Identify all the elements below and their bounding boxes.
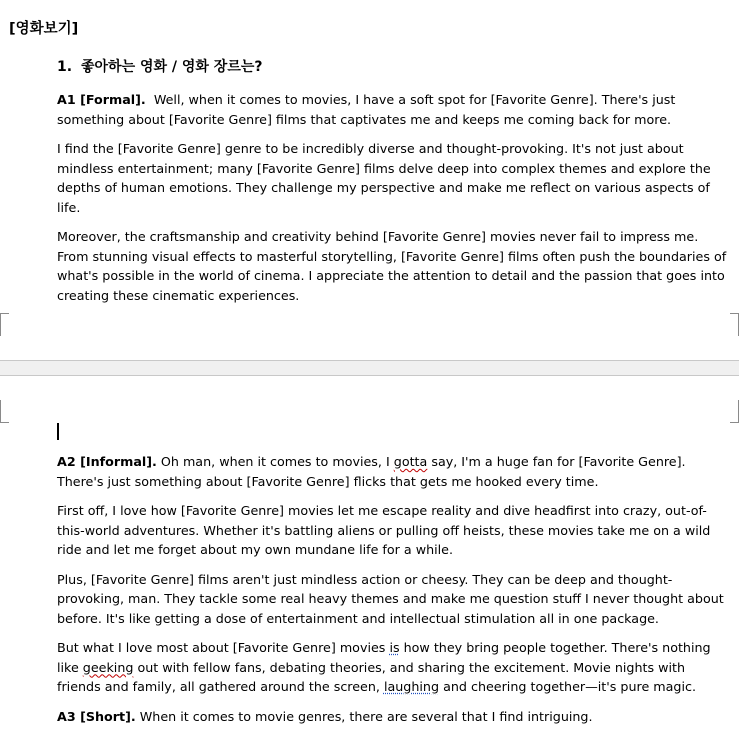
grammar-mark-is[interactable]: is — [389, 640, 400, 655]
margin-corner-mark — [0, 313, 9, 336]
section-title: [영화보기] — [9, 21, 79, 37]
a2-label: A2 [Informal]. — [57, 454, 157, 469]
margin-corner-mark — [0, 400, 9, 423]
a2-text-2: say, I'm a huge fan for [Favorite Genre]. There's just something about [Favorite Genre] flicks that gets me hooked every time. — [57, 454, 686, 489]
a2-paragraph-3[interactable]: Plus, [Favorite Genre] films aren't just mindless action or cheesy. They can be deep and thought-provoking, man. They tackle some real heavy themes and make me question stuff I never thought about before. It's like getting a dose of entertainment and intellectual stimulation all in one package. — [57, 571, 724, 626]
text-cursor — [57, 423, 59, 440]
a1-label: A1 [Formal]. — [57, 92, 146, 107]
a2-paragraph-4[interactable] — [57, 638, 731, 697]
a1-paragraph-1[interactable] — [57, 90, 731, 129]
a1-paragraph-3[interactable]: Moreover, the craftsmanship and creativity behind [Favorite Genre] movies never fail to impress me. From stunning visual effects to masterful storytelling, [Favorite Genre] films often push the boundaries of what's possible in the world of cinema. I appreciate the attention to detail and the passion that goes into creating these cinematic experiences. — [57, 229, 727, 303]
a2-p4-text-1: But what I love most about [Favorite Genre] movies — [57, 640, 390, 655]
a3-paragraph-1[interactable] — [57, 707, 731, 727]
a3-label: A3 [Short]. — [57, 708, 136, 724]
margin-corner-mark — [730, 400, 739, 423]
question-number: 1. — [57, 59, 73, 75]
a2-paragraph-2[interactable]: First off, I love how [Favorite Genre] movies let me escape reality and dive headfirst into crazy, out-of-this-world adventures. Whether it's battling aliens or pulling off heists, these movies take me on a wild ride and let me forget about my own mundane life for a while. — [57, 503, 711, 557]
grammar-mark-laughing[interactable]: laughing — [383, 679, 440, 694]
question-heading — [57, 56, 263, 76]
a2-p4-text-4: and cheering together—it's pure magic. — [439, 679, 697, 694]
a2-paragraph-1[interactable] — [57, 452, 731, 491]
a1-text: Well, when it comes to movies, I have a soft spot for [Favorite Genre]. There's just something about [Favorite Genre] films that captivates me and keeps me coming back for more. — [57, 92, 680, 127]
page-break-gap — [0, 360, 739, 376]
a2-p4-text-3: out with fellow fans, debating theories, and sharing the excitement. Movie nights with friends and family, all gathered around the screen, — [57, 659, 686, 694]
answer-a2 — [57, 452, 731, 736]
a2-p4-text-2: how they bring people together. There's nothing like — [57, 640, 711, 675]
spelling-error-geeking[interactable]: geeking — [82, 659, 134, 675]
margin-corner-mark — [730, 313, 739, 336]
a1-paragraph-2[interactable]: I find the [Favorite Genre] genre to be incredibly diverse and thought-provoking. It's not just about mindless entertainment; many [Favorite Genre] films delve deep into complex themes and explore the depths of human emotions. They challenge my perspective and make me reflect on various aspects of life. — [57, 141, 711, 215]
a2-text-1: Oh man, when it comes to movies, I — [156, 454, 394, 469]
answer-a1 — [57, 90, 731, 315]
a3-text: When it comes to movie genres, there are several that I find intriguing. — [135, 708, 593, 724]
spelling-error-gotta[interactable]: gotta — [393, 454, 428, 469]
question-text: 좋아하는 영화 / 영화 장르는? — [81, 59, 263, 75]
document-page-1 — [0, 0, 739, 360]
